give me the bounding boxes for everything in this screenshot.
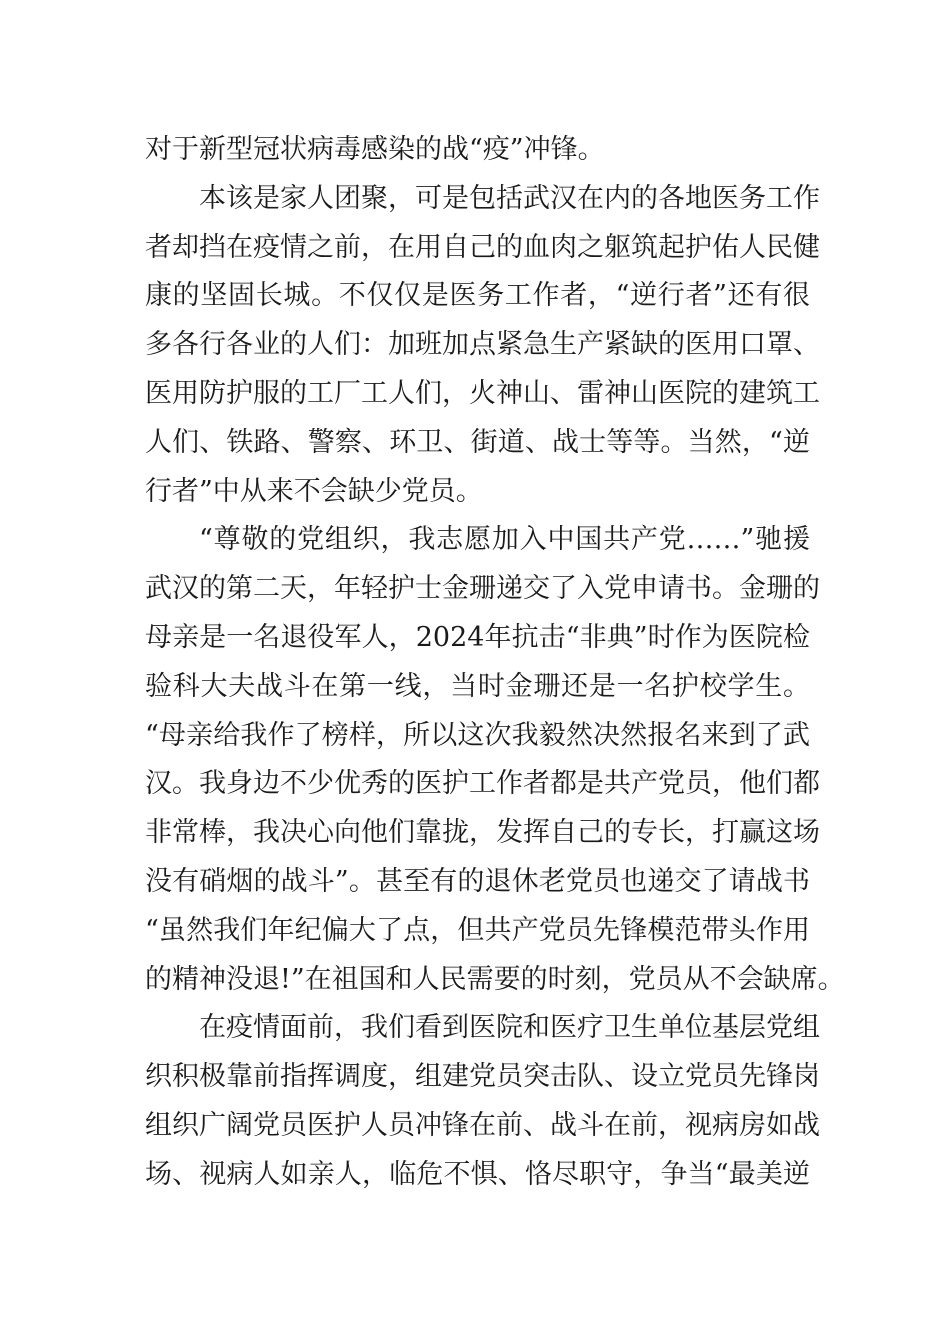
text-line: 验科大夫战斗在第一线，当时金珊还是一名护校学生。 [145, 670, 810, 702]
text-line: “虽然我们年纪偏大了点，但共产党员先锋模范带头作用 [145, 914, 810, 946]
text-line: 组织广阔党员医护人员冲锋在前、战斗在前，视病房如战 [145, 1109, 820, 1141]
paragraph-first-line: 本该是家人团聚，可是包括武汉在内的各地医务工作 [199, 182, 820, 214]
text-line: 者却挡在疫情之前，在用自己的血肉之躯筑起护佑人民健 [145, 231, 820, 263]
paragraph-first-line: 在疫情面前，我们看到医院和医疗卫生单位基层党组 [199, 1012, 820, 1044]
text-line: 对于新型冠状病毒感染的战“疫”冲锋。 [145, 134, 605, 165]
text-line: 行者”中从来不会缺少党员。 [145, 475, 483, 507]
text-line: 场、视病人如亲人，临危不惧、恪尽职守，争当“最美逆 [145, 1158, 810, 1190]
text-line: 母亲是一名退役军人，2024年抗击“非典”时作为医院检 [145, 621, 810, 653]
text-line: 多各行各业的人们：加班加点紧急生产紧缺的医用口罩、 [145, 329, 820, 361]
body-text [145, 126, 845, 1200]
text-line: 的精神没退!”在祖国和人民需要的时刻，党员从不会缺席。 [145, 963, 845, 995]
text-line: 汉。我身边不少优秀的医护工作者都是共产党员，他们都 [145, 768, 820, 800]
text-line: “母亲给我作了榜样，所以这次我毅然决然报名来到了武 [145, 719, 810, 751]
text-line: 非常棒，我决心向他们靠拢，发挥自己的专长，打赢这场 [145, 817, 820, 849]
text-line: 康的坚固长城。不仅仅是医务工作者，“逆行者”还有很 [145, 280, 810, 312]
text-line: 织积极靠前指挥调度，组建党员突击队、设立党员先锋岗 [145, 1061, 820, 1093]
text-line: 没有硝烟的战斗”。甚至有的退休老党员也递交了请战书 [145, 865, 810, 897]
text-line: 医用防护服的工厂工人们，火神山、雷神山医院的建筑工 [145, 377, 820, 409]
paragraph-first-line: “尊敬的党组织，我志愿加入中国共产党……”驰援 [199, 524, 810, 556]
text-line: 武汉的第二天，年轻护士金珊递交了入党申请书。金珊的 [145, 573, 820, 605]
text-line: 人们、铁路、警察、环卫、街道、战士等等。当然，“逆 [145, 426, 810, 458]
